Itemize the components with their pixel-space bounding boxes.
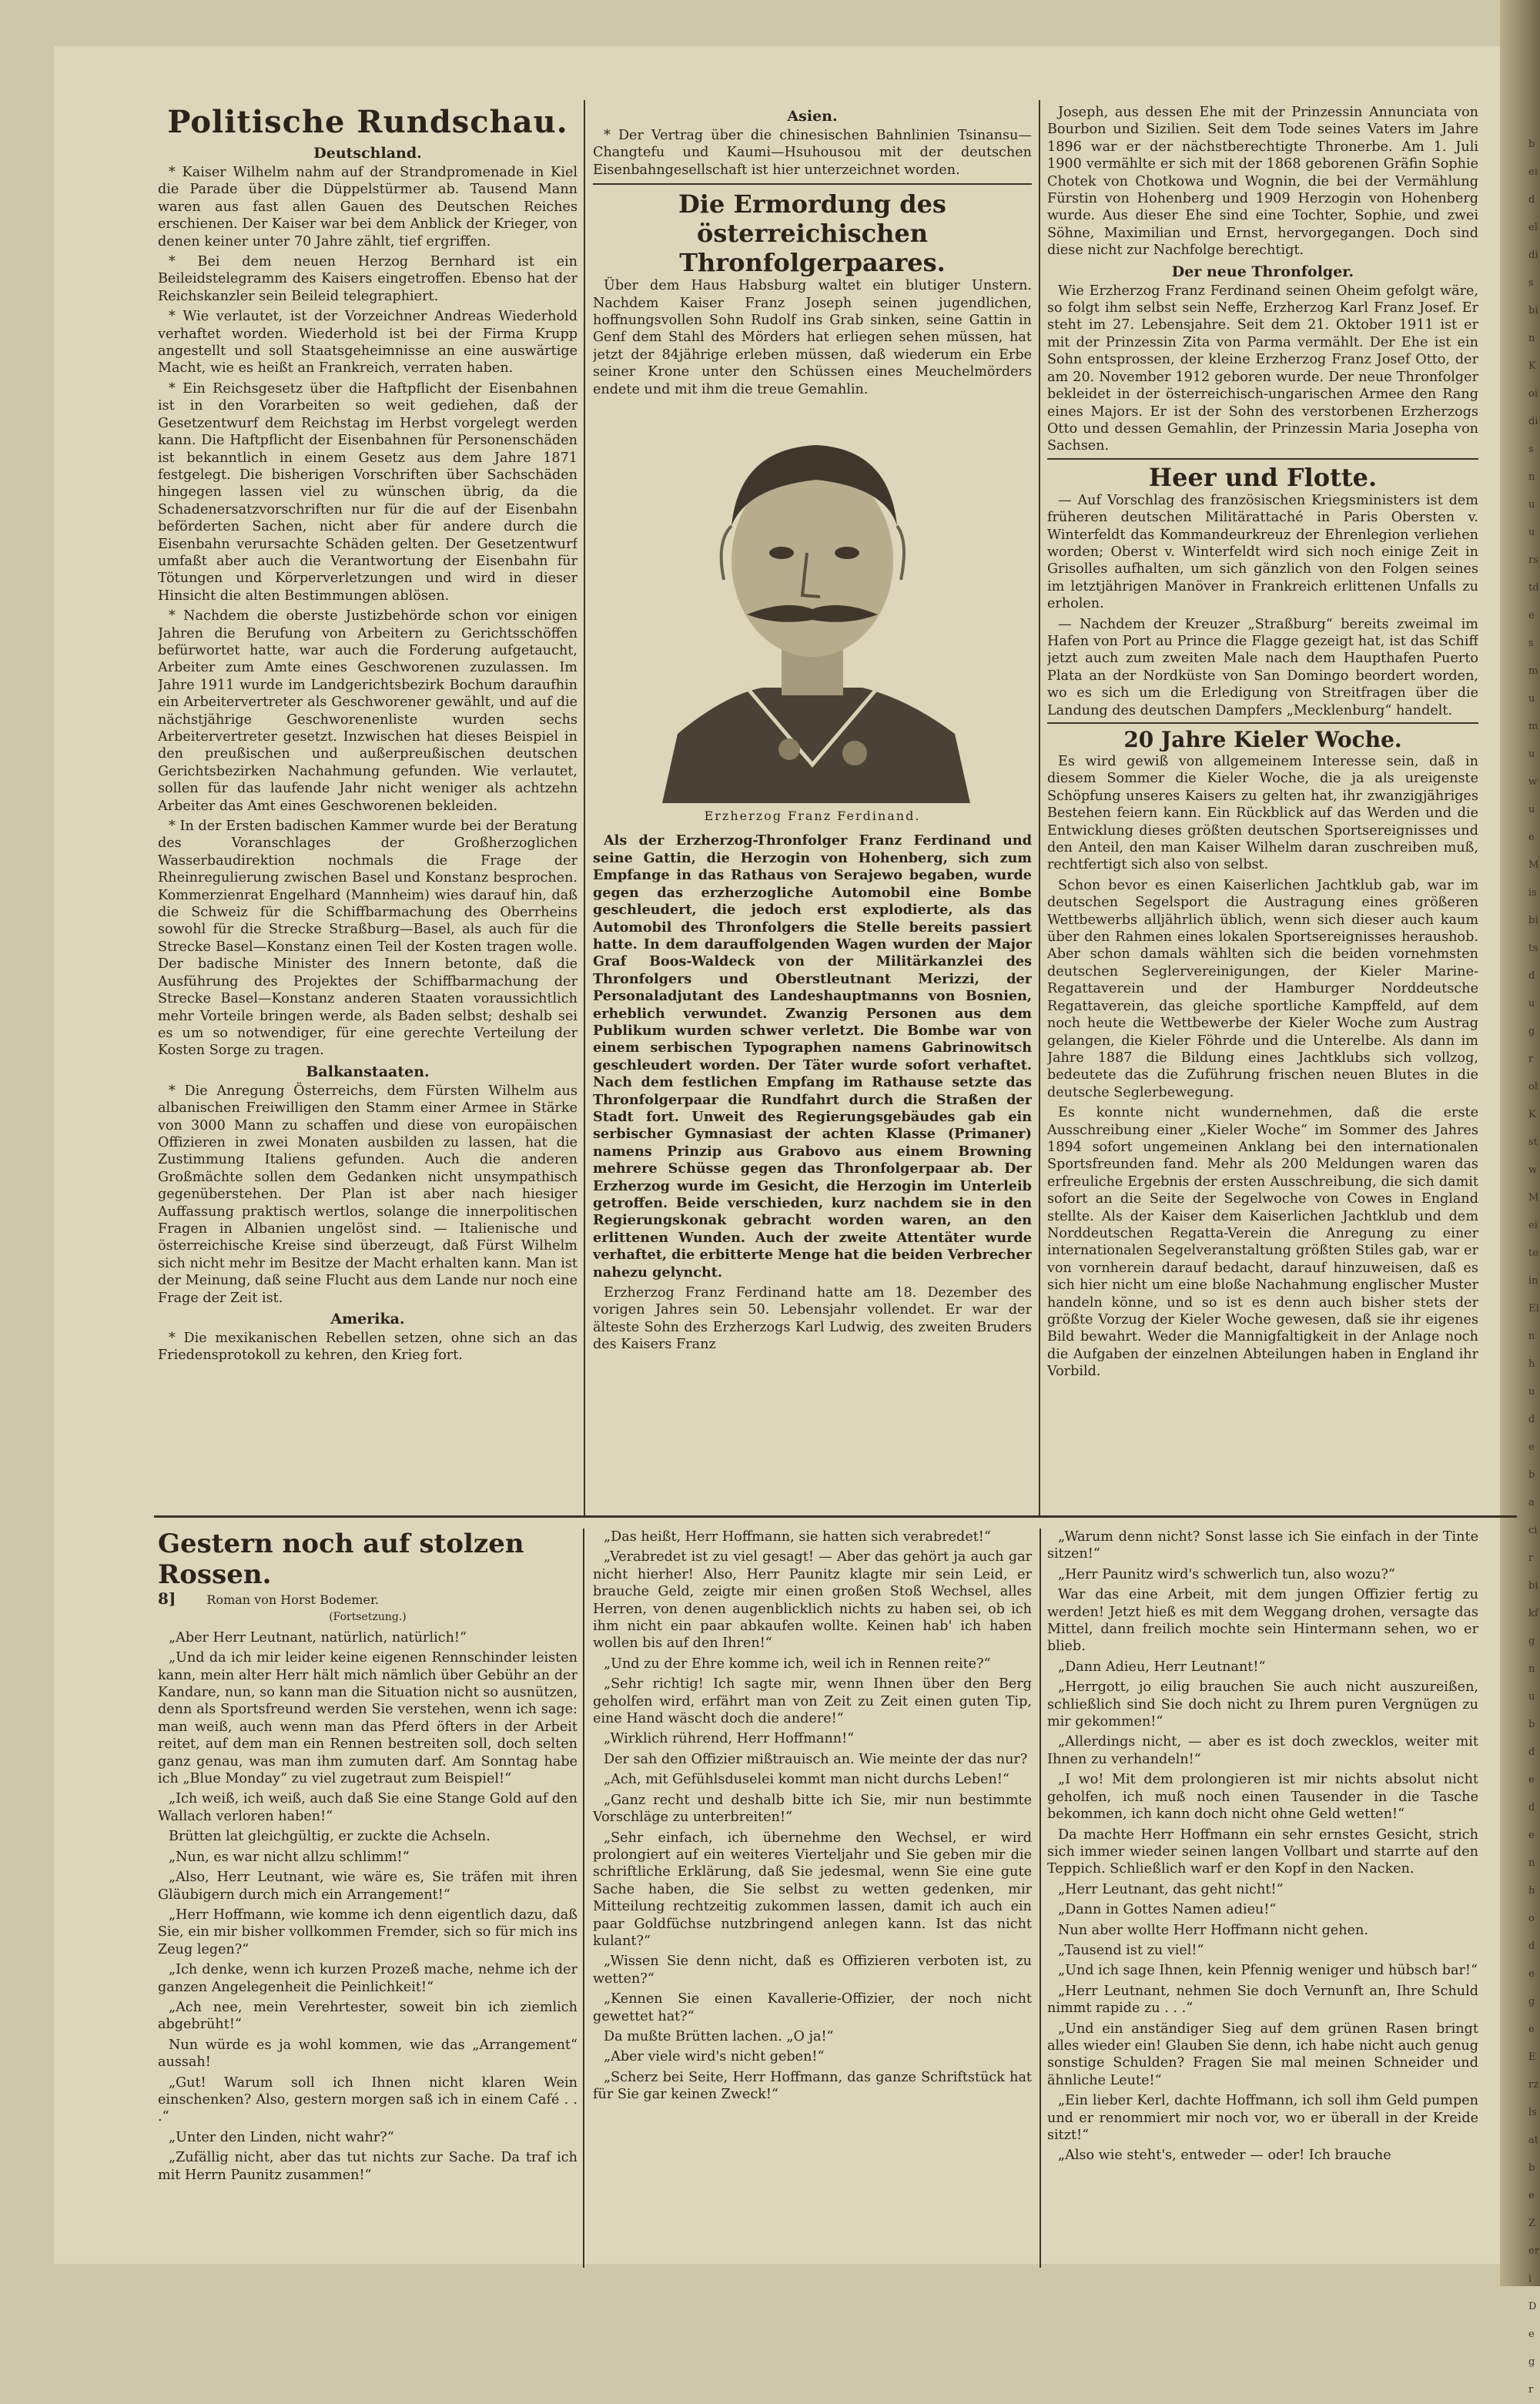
dialogue-line: „Und ich sage Ihnen, kein Pfennig weniger und hübsch bar!“ <box>1058 1963 1478 1979</box>
column-rule <box>1040 1528 1041 2268</box>
dialogue-line: „Tausend ist zu viel!“ <box>1058 1942 1204 1958</box>
dialogue-line: „Aber viele wird's nicht geben!“ <box>604 2049 825 2065</box>
serial-title: Gestern noch auf stolzen Rossen. <box>158 1528 524 1590</box>
dialogue-line: „Wirklich rührend, Herr Hoffmann!“ <box>604 1731 855 1747</box>
rundschau-column <box>158 104 578 1513</box>
dialogue-line: „Aber Herr Leutnant, natürlich, natürlich!“ <box>169 1629 467 1646</box>
heer-flotte-title: Heer und Flotte. <box>1148 462 1378 492</box>
section-asien: Asien. <box>787 108 838 125</box>
serial-byline: Roman von Horst Bodemer. <box>206 1592 379 1607</box>
serial-column-3 <box>1047 1528 1478 2268</box>
dialogue-line: „Und da ich mir leider keine eigenen Rennschinder leisten kann, mein alter Herr hält mich nämlich über Gebühr an der Kandare, nun, so kann man die Situation nicht so ausnützen, denn als Sportsfreund werden Sie verstehen, wenn ich sage: man weiß, auch wenn man das Pferd öfters in der Arbeit reitet, auf dem man ein Rennen bestreiten soll, doch selten ganz genau, was man ihm zumuten darf. Am Sonntag habe ich „Blue Monday“ zu viel zugetraut zum Beispiel!“ <box>158 1650 578 1787</box>
dialogue-line: Der sah den Offizier mißtrauisch an. Wie meinte der das nur? <box>604 1751 1028 1767</box>
rundschau-title: Politische Rundschau. <box>167 104 568 140</box>
serial-column-2 <box>593 1528 1032 2268</box>
news-paragraph: * Die mexikanischen Rebellen setzen, ohne sich an das Friedensprotokoll zu kehren, den Krieg fort. <box>158 1331 578 1364</box>
dialogue-line: „Ach, mit Gefühlsduselei kommt man nicht durchs Leben!“ <box>604 1772 1009 1788</box>
dialogue-line: „Kennen Sie einen Kavallerie-Offizier, der noch nicht gewettet hat?“ <box>593 1991 1032 2024</box>
dialogue-line: „I wo! Mit dem prolongieren ist mir nichts absolut nicht geholfen, ich muß noch einen Tausender in die Tasche bekommen, ich kann doch nicht ohne Geld wetten!“ <box>1047 1772 1478 1823</box>
dialogue-line: Nun würde es ja wohl kommen, wie das „Arrangement“ aussah! <box>158 2037 578 2071</box>
news-paragraph: * In der Ersten badischen Kammer wurde bei der Beratung des Voranschlages der Großherzoglichen Wasserbaudirektion nochmals die Frage der Rheinregulierung zwischen Basel und Konstanz besprochen. Kommerzienrat Engelhard (Mannheim) wies darauf hin, daß die Schweiz für die Schiffbarmachung des Oberrheins sowohl für die Strecke Straßburg—Basel, als auch für die Strecke Basel—Konstanz einen Teil der Kosten tragen wolle. Der badische Minister des Innern betonte, daß die Ausführung des Projektes der Schiffbarmachung der Strecke Basel—Konstanz anderen Staaten voraussichtlich mehr Vorteile bringen werde, als Baden selbst; deshalb sei es um so notwendiger, für eine gerechte Verteilung der Kosten Sorge zu tragen. <box>158 819 578 1059</box>
section-balkanstaaten: Balkanstaaten. <box>306 1063 430 1080</box>
divider <box>1047 722 1478 724</box>
portrait-franz-ferdinand <box>631 403 993 803</box>
dialogue-line: War das eine Arbeit, mit dem jungen Offizier fertig zu werden! Jetzt hieß es mit dem Weggang drohen, versagte das Mittel, dann freilich mochte sein Hintermann sehen, wo er blieb. <box>1047 1587 1478 1655</box>
serial-continuation-note: (Fortsetzung.) <box>329 1611 407 1624</box>
news-paragraph: Wie Erzherzog Franz Ferdinand seinen Oheim gefolgt wäre, so folgt ihm selbst sein Neffe, Erzherzog Karl Franz Josef. Er steht im 27. Lebensjahre. Seit dem 21. Oktober 1911 ist er mit der Prinzessin Zita von Parma vermählt. Der Ehe ist ein Sohn entsprossen, der kleine Erzherzog Franz Josef Otto, der am 20. November 1912 geboren wurde. Der neue Thronfolger bekleidet in der österreichisch-ungarischen Armee den Rang eines Majors. Er ist der Sohn des verstorbenen Erzherzogs Otto und dessen Gemahlin, der Prinzessin Maria Josepha von Sachsen. <box>1047 283 1478 454</box>
news-paragraph: — Auf Vorschlag des französischen Kriegsministers ist dem früheren deutschen Militärattaché in Paris Obersten v. Winterfeldt das Kommandeurkreuz der Ehrenlegion verliehen worden; Oberst v. Winterfeldt wird sich noch einige Zeit in Grisolles aufhalten, um sich gänzlich von den Folgen seines im letztjährigen Manöver in Frankreich erlittenen Unfalls zu erholen. <box>1047 492 1478 612</box>
dialogue-line: „Und zu der Ehre komme ich, weil ich in Rennen reite?“ <box>604 1656 991 1672</box>
adjacent-page-edge-text: beideldisbinKoidisnuurstdesmumuwueMisbitsdugrolKstwMeiteinEinhudebacirbikfgnubdedenhodegeErzlsatbeZeriDegr <box>1528 139 1539 2396</box>
dialogue-line: „Gut! Warum soll ich Ihnen nicht klaren Wein einschenken? Also, gestern morgen saß ich in einem Café . . .“ <box>158 2074 578 2125</box>
dialogue-line: „Also, Herr Leutnant, wie wäre es, Sie träfen mit ihren Gläubigern durch mich ein Arrangement!“ <box>158 1870 578 1903</box>
news-paragraph: * Ein Reichsgesetz über die Haftpflicht der Eisenbahnen ist in den Vorarbeiten so weit gediehen, daß der Gesetzentwurf dem Reichstag im Herbst vorgelegt werden kann. Die Haftpflicht der Eisenbahnen für Personenschäden ist bekanntlich in einem Gesetz aus dem Jahre 1871 festgelegt. Die bisherigen Vorschriften über Sachschäden hingegen lassen viel zu wünschen übrig, da die Schadenersatzvorschriften nur für die auf der Eisenbahn beförderten Sachen, nicht aber für andere durch die Eisenbahn verursachte Schäden gelten. Der Gesetzentwurf umfaßt aber auch die Verantwortung der Eisenbahn für Tötungen und Körperverletzungen und wird in dieser Hinsicht die alten Bestimmungen ablösen. <box>158 380 578 604</box>
column-rule <box>584 100 585 1515</box>
news-paragraph: * Wie verlautet, ist der Vorzeichner Andreas Wiederhold verhaftet worden. Wiederhold ist bei der Firma Krupp angestellt und soll Staatsgeheimnisse an eine auswärtige Macht, wie es heißt an Frankreich, verraten haben. <box>158 309 578 377</box>
dialogue-line: „Herrgott, jo eilig brauchen Sie auch nicht auszureißen, schließlich sind Sie doch nicht zu Ihrem puren Vergnügen zu mir gekommen!“ <box>1047 1679 1478 1730</box>
news-paragraph: Es konnte nicht wundernehmen, daß die erste Ausschreibung einer „Kieler Woche“ im Sommer des Jahres 1894 sofort ungemeinen Anklang bei den internationalen Sportsfreunden fand. Mehr als 200 Meldungen waren das erfreuliche Ergebnis der ersten Ausschreibung, die sich damit sofort an die Seite der Segelwoche von Cowes in England stellte. Als der Kaiser dem Kaiserlichen Jachtklub und dem Norddeutschen Regatta-Verein die Anregung zu einer internationalen Segelveranstaltung größten Stiles gab, war er von vornherein darauf bedacht, darauf hinzuweisen, daß es sich hier nicht um eine bloße Nachahmung englischer Muster handeln könne, und so ist es denn auch bisher stets der größte Vorzug der Kieler Woche gewesen, daß sie ihr eigenes Bild bewahrt. Weder die Mannigfaltigkeit in der Anlage noch die Aufgaben der einzelnen Abteilungen haben in England ihr Vorbild. <box>1047 1105 1478 1380</box>
dialogue-line: „Ich denke, wenn ich kurzen Prozeß mache, nehme ich der ganzen Angelegenheit die Peinlichkeit!“ <box>158 1962 578 1995</box>
right-column <box>1047 104 1478 1513</box>
dialogue-line: „Also wie steht's, entweder — oder! Ich brauche <box>1058 2148 1391 2164</box>
news-paragraph: — Nachdem der Kreuzer „Straßburg“ bereits zweimal im Hafen von Port au Prince die Flagge gezeigt hat, ist das Schiff jetzt auch zum zweiten Male nach dem Haupthafen Puerto Plata an der Nordküste von San Domingo beordert worden, wo es sich um die Erledigung von Streitfragen über die Landung des deutschen Dampfers „Mecklenburg“ handelt. <box>1047 616 1478 718</box>
dialogue-line: „Unter den Linden, nicht wahr?“ <box>169 2129 394 2145</box>
dialogue-line: „Ganz recht und deshalb bitte ich Sie, mir nun bestimmte Vorschläge zu unterbreiten!“ <box>593 1792 1032 1826</box>
article-body-bold: Als der Erzherzog-Thronfolger Franz Ferdinand und seine Gattin, die Herzogin von Hohenberg, sich zum Empfange in das Rathaus von Serajewo begaben, wurde gegen das erzherzogliche Automobil eine Bombe geschleudert, die jedoch erst explodierte, als das Automobil des Thronfolgers die Stelle bereits passiert hatte. In dem darauffolgenden Wagen wurden der Major Graf Boos-Waldeck von der Militärkanzlei des Thronfolgers und Oberstleutnant Merizzi, der Personaladjutant des Landeshauptmanns von Bosnien, erheblich verwundet. Zwanzig Personen aus dem Publikum wurden schwer verletzt. Die Bombe war von einem serbischen Typographen namens Gabrinowitsch geschleudert worden. Der Täter wurde sofort verhaftet. Nach dem festlichen Empfang im Rathause setzte das Thronfolgerpaar die Rundfahrt durch die Straßen der Stadt fort. Unweit des Regierungsgebäudes gab ein serbischer Gymnasiast der achten Klasse (Primaner) namens Prinzip aus Grabovo aus einem Browning mehrere Schüsse gegen das Thronfolgerpaar ab. Der Erzherzog wurde im Gesicht, die Herzogin im Unterleib getroffen. Beide verschieden, kurz nachdem sie in den Regierungskonak gebracht worden waren, an den erlittenen Wunden. Auch der zweite Attentäter wurde verhaftet, die erbitterte Menge hat die beiden Verbrecher nahezu gelyncht. <box>593 832 1032 1281</box>
dialogue-line: „Dann in Gottes Namen adieu!“ <box>1058 1902 1277 1918</box>
kieler-woche-title: 20 Jahre Kieler Woche. <box>1123 727 1402 752</box>
article-intro: Über dem Haus Habsburg waltet ein blutiger Unstern. Nachdem Kaiser Franz Joseph seinen jugendlichen, hoffnungsvollen Sohn Rudolf ins Grab sinken, seine Gattin in Genf dem Stahl des Mörders hat erliegen sehen müssen, hat jetzt der 84jährige erleben müssen, daß wiederum ein Erbe seiner Krone unter den Schüssen eines Meuchelmörders endete und mit ihm die treue Gemahlin. <box>593 278 1032 397</box>
dialogue-line: „Allerdings nicht, — aber es ist doch zwecklos, weiter mit Ihnen zu verhandeln!“ <box>1047 1734 1478 1767</box>
news-paragraph: * Die Anregung Österreichs, dem Fürsten Wilhelm aus albanischen Freiwilligen den Stamm einer Armee in Stärke von 3000 Mann zu schaffen und diese von europäischen Offizieren in zwei Monaten ausbilden zu lassen, hat die Zustimmung Italiens gefunden. Auch die anderen Großmächte sollen dem Gedanken nicht unsympathisch gegenüberstehen. Der Plan ist aber nach hiesiger Auffassung praktisch wertlos, solange die innerpolitischen Fragen in Albanien ungelöst sind. — Italienische und österreichische Kreise sind überzeugt, daß Fürst Wilhelm sich nicht mehr im Besitze der Macht erhalten kann. Man ist der Meinung, daß seine Flucht aus dem Lande nur noch eine Frage der Zeit ist. <box>158 1083 578 1306</box>
column-rule <box>1039 100 1040 1515</box>
serial-header <box>158 1590 578 1609</box>
dialogue-line: „Ach nee, mein Verehrtester, soweit bin ich ziemlich abgebrüht!“ <box>158 1999 578 2033</box>
column-rule <box>583 1528 584 2268</box>
dialogue-line: „Sehr einfach, ich übernehme den Wechsel, er wird prolongiert auf ein weiteres Vierteljahr und Sie geben mir die schriftliche Erklärung, daß Sie jedesmal, wenn Sie eine gute Sache haben, die Sie selbst zu wetten gedenken, mir Mitteilung rechtzeitig zukommen lassen, damit ich auch ein paar Goldfüchse nutzbringend anlegen kann. Ist das nicht kulant?“ <box>593 1830 1032 1949</box>
dialogue-line: „Sehr richtig! Ich sagte mir, wenn Ihnen über den Berg geholfen wird, erfährt man von Zeit zu Zeit einen guten Tip, eine Hand wäscht doch die andere!“ <box>593 1676 1032 1727</box>
dialogue-line: „Ein lieber Kerl, dachte Hoffmann, ich soll ihm Geld pumpen und er renommiert mir noch vor, wo er überall in der Kreide sitzt!“ <box>1047 2093 1478 2143</box>
section-amerika: Amerika. <box>330 1311 405 1328</box>
divider <box>1047 458 1478 460</box>
dialogue-line: Da machte Herr Hoffmann ein sehr ernstes Gesicht, strich sich immer wieder seinen langen Vollbart und starrte auf den Teppich. Schließlich warf er den Kopf in den Nacken. <box>1047 1826 1478 1877</box>
dialogue-line: Da mußte Brütten lachen. „O ja!“ <box>604 2028 834 2044</box>
dialogue-line: „Warum denn nicht? Sonst lasse ich Sie einfach in der Tinte sitzen!“ <box>1047 1529 1478 1562</box>
dialogue-line: „Herr Paunitz wird's schwerlich tun, also wozu?“ <box>1058 1566 1395 1582</box>
dialogue-line: „Und ein anständiger Sieg auf dem grünen Rasen bringt alles wieder ein! Glauben Sie denn, ich habe nicht auch genug sonstige Schulden? Fragen Sie mal meinen Schneider und ähnliche Leute!“ <box>1047 2021 1478 2088</box>
news-paragraph: Schon bevor es einen Kaiserlichen Jachtklub gab, war im deutschen Segelsport die Austragung eines größeren Wettbewerbs alljährlich üblich, wenn sich dieser auch kaum über den Rahmen eines lokalen Sportsereignisses heraushob. Aber schon damals wählten sich die beiden vornehmsten deutschen Seglervereinigungen, der Kieler Marine-Regattaverein und der Hamburger Norddeutsche Regattaverein, das gleiche sportliche Kampffeld, auf dem noch heute die Wettbewerbe der Kieler Woche zum Austrag gelangen, die Kieler Föhrde und die Unterelbe. Als dann im Jahre 1887 die Bildung eines Jachtklubs sich vollzog, bedeutete das die Zuführung frischen neuen Blutes in die deutsche Seglerbewegung. <box>1047 877 1478 1100</box>
article-body: Erzherzog Franz Ferdinand hatte am 18. Dezember des vorigen Jahres sein 50. Lebensjahr vollendet. Er war der älteste Sohn des Erzherzogs Karl Ludwig, des zweiten Bruders des Kaisers Franz <box>593 1285 1032 1353</box>
divider <box>593 183 1032 185</box>
news-paragraph: * Nachdem die oberste Justizbehörde schon vor einigen Jahren die Berufung von Arbeitern zu Gerichtsschöffen befürwortet hatte, war auch die Forderung aufgetaucht, Arbeiter zum Amte eines Geschworenen zuzulassen. Im Jahre 1911 wurde im Landgerichtsbezirk Bochum daraufhin ein Arbeitervertreter als Geschworener gewählt, und auf die nächstjährige Geschworenenliste wurden sechs Arbeitervertreter gesetzt. Inzwischen hat dieses Beispiel in den preußischen und außerpreußischen deutschen Gerichtsbezirken Nachahmung gefunden. Wie verlautet, sollen für das laufende Jahr nicht weniger als achtzehn Arbeiter das Amt eines Geschworenen bekleiden. <box>158 608 578 814</box>
dialogue-line: „Ich weiß, ich weiß, auch daß Sie eine Stange Gold auf den Wallach verloren haben!“ <box>158 1791 578 1824</box>
dialogue-line: Nun aber wollte Herr Hoffmann nicht gehen. <box>1058 1922 1368 1938</box>
dialogue-line: „Wissen Sie denn nicht, daß es Offizieren verboten ist, zu wetten?“ <box>593 1954 1032 1987</box>
dialogue-line: „Das heißt, Herr Hoffmann, sie hatten sich verabredet!“ <box>604 1529 991 1545</box>
dialogue-line: „Zufällig nicht, aber das tut nichts zur Sache. Da traf ich mit Herrn Paunitz zusammen!“ <box>158 2150 578 2183</box>
ermordung-title: Die Ermordung des österreichischen Thronfolgerpaares. <box>678 189 946 278</box>
dialogue-line: „Herr Leutnant, das geht nicht!“ <box>1058 1881 1284 1897</box>
news-paragraph: * Bei dem neuen Herzog Bernhard ist ein Beileidstelegramm des Kaisers eingetroffen. Ebenso hat der Reichskanzler sein Beileid telegraphiert. <box>158 254 578 304</box>
chapter-number: 8] <box>158 1589 176 1608</box>
dialogue-line: „Dann Adieu, Herr Leutnant!“ <box>1058 1659 1266 1675</box>
news-paragraph: * Kaiser Wilhelm nahm auf der Strandpromenade in Kiel die Parade über die Düppelstürmer ab. Tausend Mann waren aus fast allen Gauen des Deutschen Reiches erschienen. Der Kaiser war bei dem Anblick der Krieger, von denen keiner unter 70 Jahre zählt, tief ergriffen. <box>158 165 578 249</box>
section-deutschland: Deutschland. <box>313 145 422 162</box>
dialogue-line: „Verabredet ist zu viel gesagt! — Aber das gehört ja auch gar nicht hierher! Also, Herr Paunitz klagte mir sein Leid, er brauche Geld, zeigte mir einen großen Stoß Wechsel, alles Herren, von denen augenblicklich nichts zu haben sei, ob ich ihm nicht ein paar abkaufen wollte. Keinen hab' ich haben wollen bis auf den Ihren!“ <box>593 1549 1032 1652</box>
portrait-caption: Erzherzog Franz Ferdinand. <box>704 809 921 824</box>
news-paragraph: Es wird gewiß von allgemeinem Interesse sein, daß in diesem Sommer die Kieler Woche, die ja als ureigenste Schöpfung unseres Kaisers zu gelten hat, ihr zwanzigjähriges Bestehen feiern kann. Ein Rückblick auf das Werden und die Entwicklung dieses größten deutschen Sportsereignisses und den Anteil, den man Kaiser Wilhelm daran zuschreiben muß, rechtfertigt sich also von selbst. <box>1047 754 1478 873</box>
ermordung-column <box>593 104 1032 1513</box>
dialogue-line: „Herr Hoffmann, wie komme ich denn eigentlich dazu, daß Sie, ein mir bisher vollkommen Fremder, sich so für mich ins Zeug legen?“ <box>158 1907 578 1957</box>
section-neuer-thronfolger: Der neue Thronfolger. <box>1171 263 1354 280</box>
dialogue-line: Brütten lat gleichgültig, er zuckte die Achseln. <box>169 1829 490 1845</box>
dialogue-line: „Scherz bei Seite, Herr Hoffmann, das ganze Schriftstück hat für Sie gar keinen Zweck!“ <box>593 2069 1032 2103</box>
dialogue-line: „Nun, es war nicht allzu schlimm!“ <box>169 1849 410 1865</box>
serial-separator-rule <box>154 1515 1517 1518</box>
serial-column-1 <box>158 1528 578 2268</box>
article-continuation: Joseph, aus dessen Ehe mit der Prinzessin Annunciata von Bourbon und Sizilien. Seit dem Tode seines Vaters im Jahre 1896 war er der nächstberechtigte Thronerbe. Am 1. Juli 1900 vermählte er sich mit der 1868 geborenen Gräfin Sophie Chotek von Chotkowa und Wognin, die bei der Vermählung Fürstin von Hohenberg und 1909 Herzogin von Hohenberg wurde. Aus dieser Ehe sind eine Tochter, Sophie, und zwei Söhne, Maximilian und Ernst, hervorgegangen. Doch sind diese nicht zur Nachfolge berechtigt. <box>1047 105 1478 259</box>
news-paragraph: * Der Vertrag über die chinesischen Bahnlinien Tsinansu—Changtefu und Kaumi—Hsuhousou mit der deutschen Eisenbahngesellschaft ist hier unterzeichnet worden. <box>593 128 1032 178</box>
dialogue-line: „Herr Leutnant, nehmen Sie doch Vernunft an, Ihre Schuld nimmt rapide zu . . .“ <box>1047 1983 1478 2017</box>
